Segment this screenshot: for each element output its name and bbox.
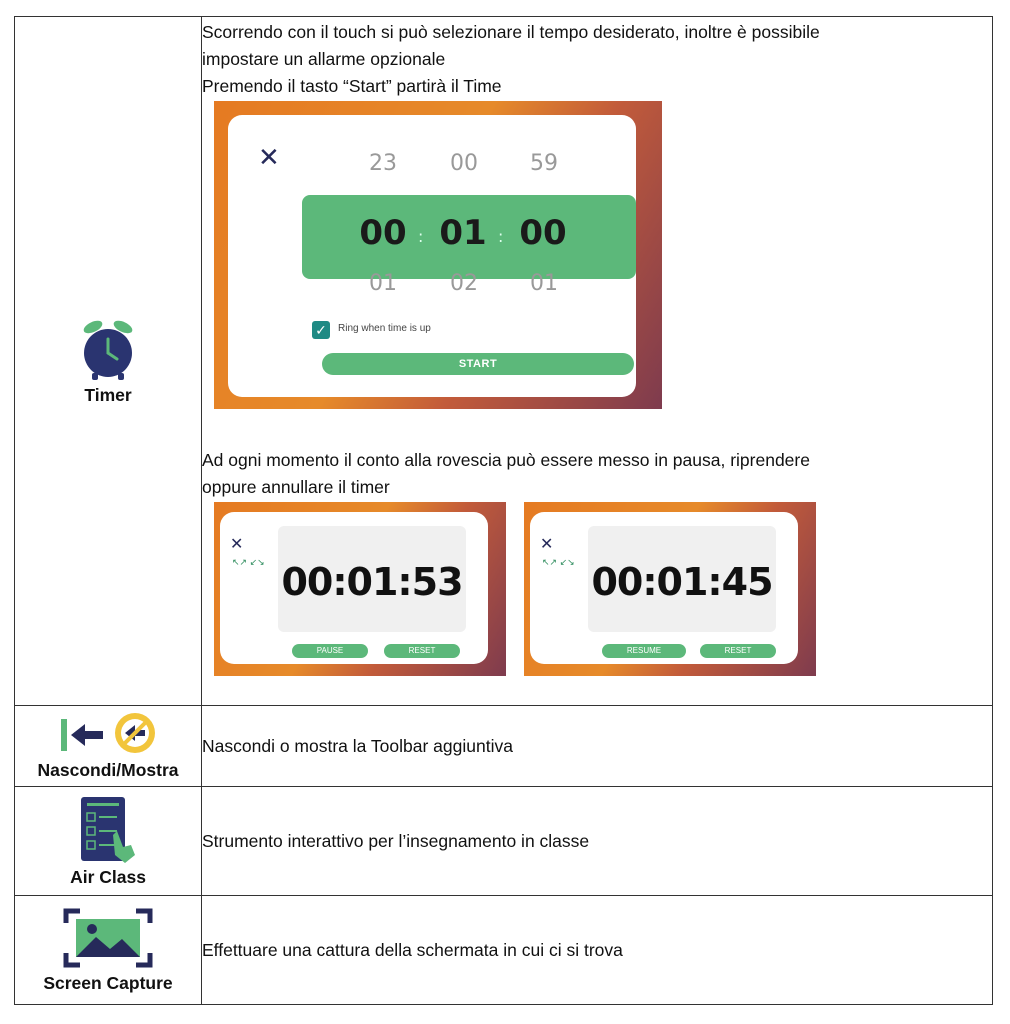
air-class-icon: [77, 795, 139, 865]
timer-pause-line-1: Ad ogni momento il conto alla rovescia può essere messo in pausa, riprendere: [202, 450, 810, 470]
screen-capture-text: Effettuare una cattura della schermata in cui ci si trova: [202, 939, 623, 960]
expand-icon[interactable]: ↖↗ ↙↘: [232, 557, 265, 567]
air-class-icon-cell: [15, 787, 202, 896]
countdown-display: [588, 526, 776, 632]
hide-show-row: [15, 706, 993, 787]
expand-icon[interactable]: ↖↗ ↙↘: [542, 557, 575, 567]
timer-row: [15, 17, 993, 706]
minutes-prev-value: 00: [450, 151, 478, 176]
screen-capture-row: [15, 896, 993, 1005]
air-class-label: Air Class: [70, 866, 146, 887]
hours-next-value: 01: [369, 271, 397, 296]
timer-pause-line-2: oppure annullare il timer: [202, 477, 390, 497]
minutes-next-value: 02: [450, 271, 478, 296]
countdown-panel: [530, 512, 798, 664]
countdown-display: [278, 526, 466, 632]
collapse-arrow-icon: [59, 715, 109, 755]
countdown-panel: [220, 512, 488, 664]
air-class-text: Strumento interattivo per l’insegnamento in classe: [202, 830, 590, 851]
resume-button[interactable]: RESUME: [602, 644, 686, 658]
timer-setup-panel: [228, 115, 636, 397]
separator-2: :: [498, 227, 504, 246]
start-button[interactable]: START: [322, 353, 634, 375]
ring-label: Ring when time is up: [338, 323, 431, 334]
close-icon[interactable]: ✕: [230, 534, 244, 553]
hide-show-label: Nascondi/Mostra: [37, 760, 179, 780]
close-icon[interactable]: ✕: [258, 143, 280, 173]
seconds-picker[interactable]: 00: [519, 213, 567, 253]
reset-button[interactable]: RESET: [700, 644, 776, 658]
seconds-prev-value: 59: [530, 151, 558, 176]
air-class-description-cell: [202, 787, 993, 896]
timer-icon-cell: [15, 17, 202, 706]
timer-intro-line-1: Scorrendo con il touch si può selezionare il tempo desiderato, inoltre è possibile: [202, 22, 820, 42]
close-icon[interactable]: ✕: [540, 534, 554, 553]
ring-checkbox[interactable]: ✓: [312, 321, 330, 339]
countdown-resume-screenshot: [524, 502, 816, 676]
screen-capture-label: Screen Capture: [43, 972, 173, 993]
hide-show-description-cell: [202, 706, 993, 787]
reset-button[interactable]: RESET: [384, 644, 460, 658]
screen-capture-description-cell: [202, 896, 993, 1005]
seconds-next-value: 01: [530, 271, 558, 296]
timer-setup-screenshot: [214, 101, 662, 409]
hide-show-text: Nascondi o mostra la Toolbar aggiuntiva: [202, 735, 513, 756]
hours-prev-value: 23: [369, 151, 397, 176]
hide-show-icon-cell: [15, 706, 202, 787]
pause-button[interactable]: PAUSE: [292, 644, 368, 658]
timer-intro-line-3: Premendo il tasto “Start” partirà il Time: [202, 76, 502, 96]
countdown-time: 00:01:45: [591, 560, 773, 604]
alarm-clock-icon: [78, 317, 138, 381]
countdown-pause-screenshot: [214, 502, 506, 676]
screen-capture-icon-cell: [15, 896, 202, 1005]
screen-capture-icon: [62, 907, 154, 969]
timer-intro-line-2: impostare un allarme opzionale: [202, 49, 446, 69]
feature-table: [14, 16, 993, 1005]
timer-description-cell: [202, 17, 993, 706]
separator-1: :: [418, 227, 424, 246]
hide-toolbar-icon: [113, 711, 157, 755]
minutes-picker[interactable]: 01: [439, 213, 487, 253]
air-class-row: [15, 787, 993, 896]
timer-label: Timer: [84, 384, 132, 405]
countdown-time: 00:01:53: [281, 560, 463, 604]
hours-picker[interactable]: 00: [359, 213, 407, 253]
